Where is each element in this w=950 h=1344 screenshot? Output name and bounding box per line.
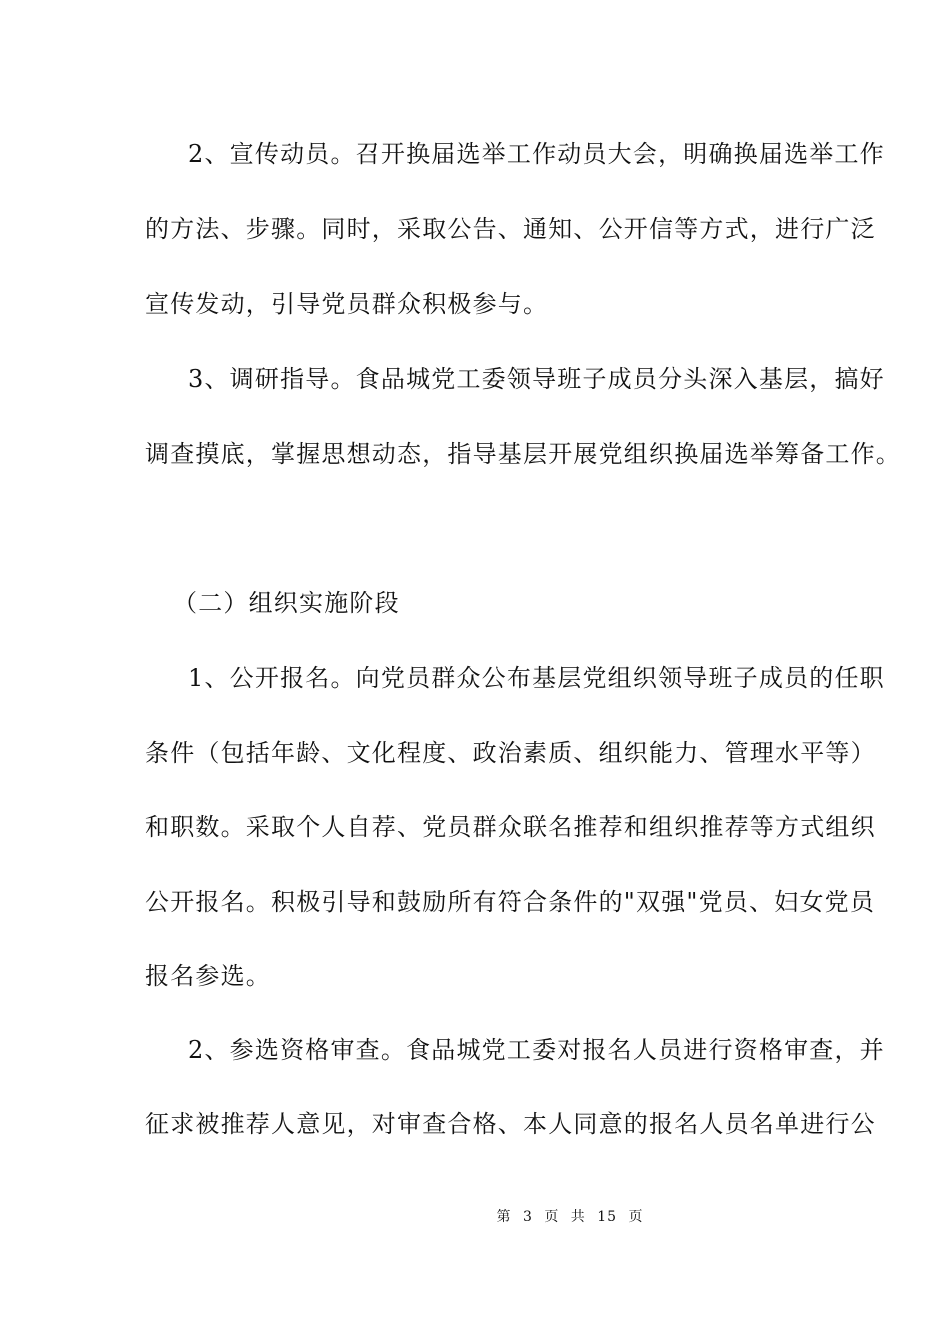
- footer-total-pages: 15: [597, 1209, 618, 1225]
- footer-current-page: 3: [522, 1209, 533, 1225]
- paragraph-line: 2、参选资格审查。食品城党工委对报名人员进行资格审查，并: [188, 1036, 885, 1064]
- paragraph-line: 的方法、步骤。同时，采取公告、通知、公开信等方式，进行广泛: [145, 215, 876, 243]
- section-heading: （二）组织实施阶段: [173, 589, 400, 617]
- page-footer: [0, 1207, 950, 1227]
- paragraph-line: 2、宣传动员。召开换届选举工作动员大会，明确换届选举工作: [188, 140, 885, 168]
- paragraph-line: 条件（包括年龄、文化程度、政治素质、组织能力、管理水平等）: [145, 739, 876, 767]
- paragraph-line: 报名参选。: [145, 962, 271, 990]
- paragraph-line: 公开报名。积极引导和鼓励所有符合条件的"双强"党员、妇女党员: [145, 888, 876, 916]
- paragraph-line: 宣传发动，引导党员群众积极参与。: [145, 290, 549, 318]
- footer-unit-end-label: 页: [628, 1209, 644, 1225]
- paragraph-line: 和职数。采取个人自荐、党员群众联名推荐和组织推荐等方式组织: [145, 813, 876, 841]
- footer-page-label: 第: [496, 1209, 512, 1225]
- paragraph-line: 调查摸底，掌握思想动态，指导基层开展党组织换届选举筹备工作。: [145, 440, 901, 468]
- footer-unit-label: 页: [544, 1209, 560, 1225]
- paragraph-line: 征求被推荐人意见，对审查合格、本人同意的报名人员名单进行公: [145, 1110, 876, 1138]
- paragraph-line: 3、调研指导。食品城党工委领导班子成员分头深入基层，搞好: [188, 365, 885, 393]
- paragraph-line: 1、公开报名。向党员群众公布基层党组织领导班子成员的任职: [188, 664, 885, 692]
- footer-total-label: 共: [570, 1209, 586, 1225]
